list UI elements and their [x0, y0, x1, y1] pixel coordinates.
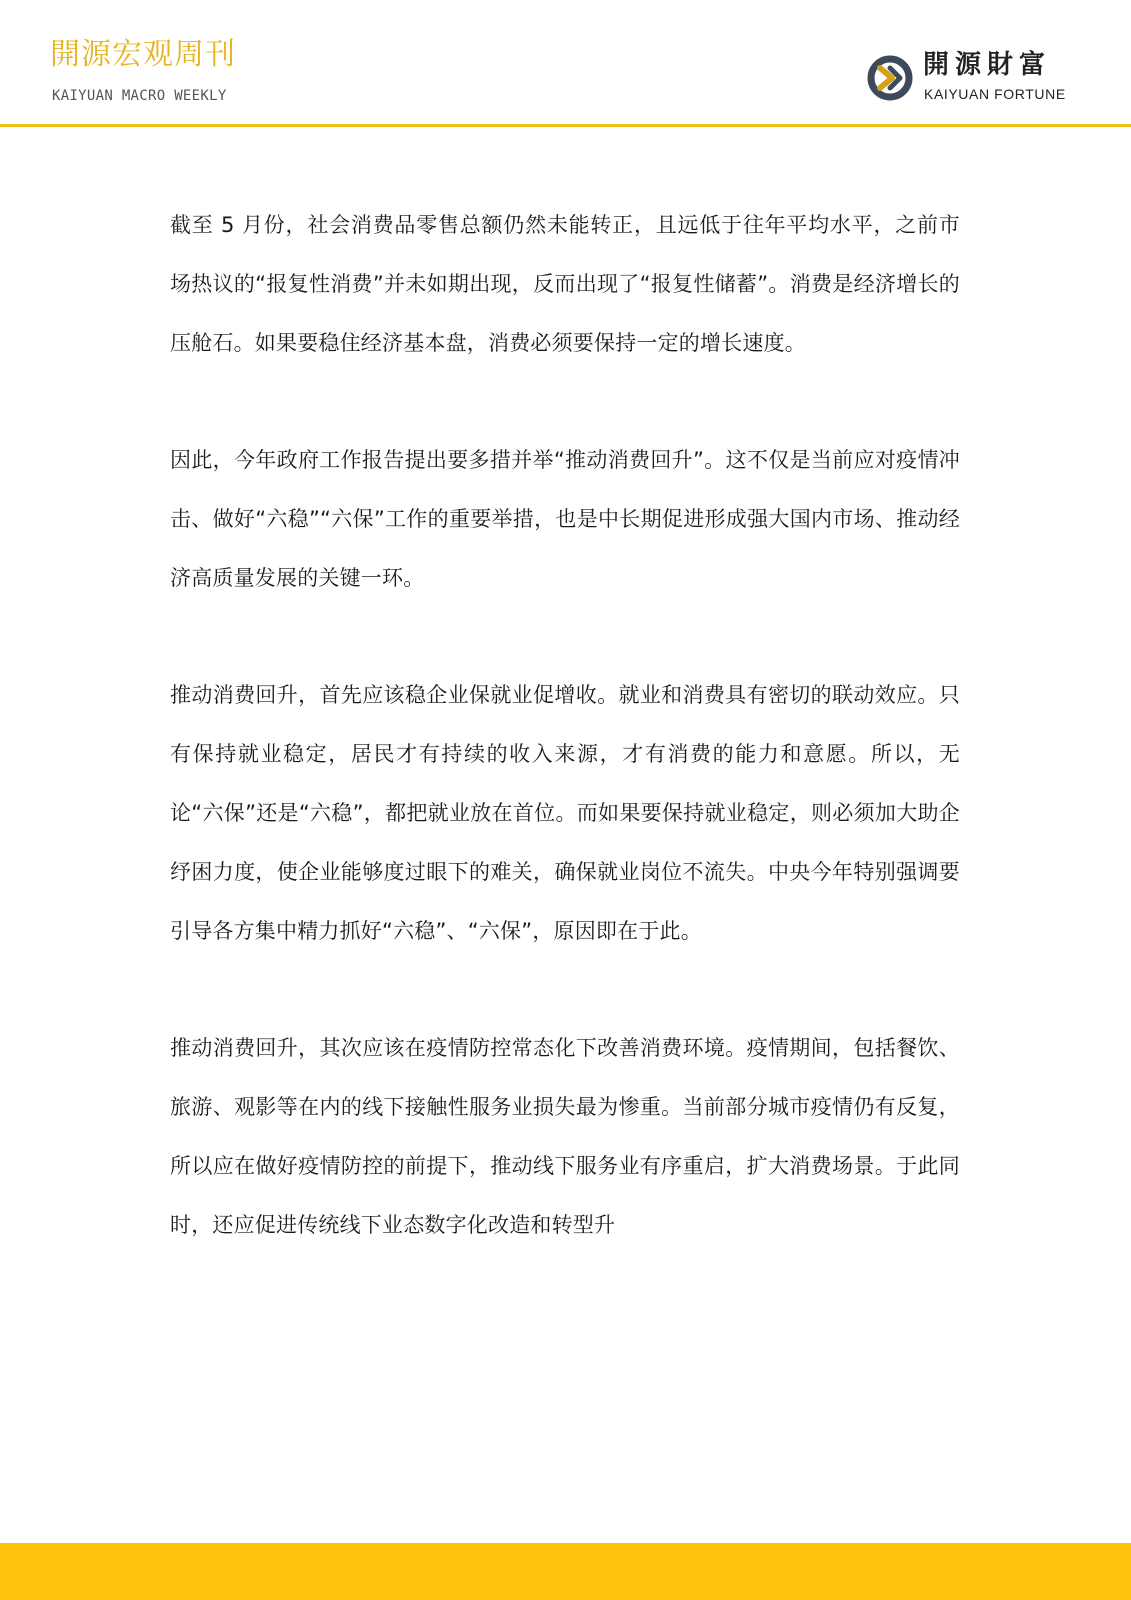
paragraph-4: 推动消费回升，其次应该在疫情防控常态化下改善消费环境。疫情期间，包括餐饮、旅游、观影等在内的线下接触性服务业损失最为惨重。当前部分城市疫情仍有反复，所以应在做好疫情防控的前提下，推动线下服务业有序重启，扩大消费场景。于此同时，还应促进传统线下业态数字化改造和转型升 [170, 1036, 960, 1237]
publication-subtitle: KAIYUAN MACRO WEEKLY [52, 88, 227, 104]
page-header [0, 0, 1131, 126]
paragraph-1: 截至 5 月份，社会消费品零售总额仍然未能转正，且远低于往年平均水平，之前市场热议的“报复性消费”并未如期出现，反而出现了“报复性储蓄”。消费是经济增长的压舱石。如果要稳住经济基本盘，消费必须要保持一定的增长速度。 [170, 213, 960, 355]
paragraph-2: 因此，今年政府工作报告提出要多措并举“推动消费回升”。这不仅是当前应对疫情冲击、做好“六稳”“六保”工作的重要举措，也是中长期促进形成强大国内市场、推动经济高质量发展的关键一环。 [170, 448, 960, 590]
publication-title: 開源宏观周刊 [50, 37, 236, 72]
logo-name: 開源財富 [923, 50, 1052, 80]
header-divider [0, 124, 1131, 127]
article-body [170, 196, 960, 1313]
kaiyuan-fortune-logo [866, 52, 1086, 104]
footer-bar [0, 1543, 1131, 1600]
paragraph-3: 推动消费回升，首先应该稳企业保就业促增收。就业和消费具有密切的联动效应。只有保持就业稳定，居民才有持续的收入来源，才有消费的能力和意愿。所以，无论“六保”还是“六稳”，都把就业放在首位。而如果要保持就业稳定，则必须加大助企纾困力度，使企业能够度过眼下的难关，确保就业岗位不流失。中央今年特别强调要引导各方集中精力抓好“六稳”、“六保”，原因即在于此。 [170, 683, 960, 943]
logo-english-name: KAIYUAN FORTUNE [924, 86, 1066, 102]
kaiyuan-logo-icon [866, 54, 914, 102]
